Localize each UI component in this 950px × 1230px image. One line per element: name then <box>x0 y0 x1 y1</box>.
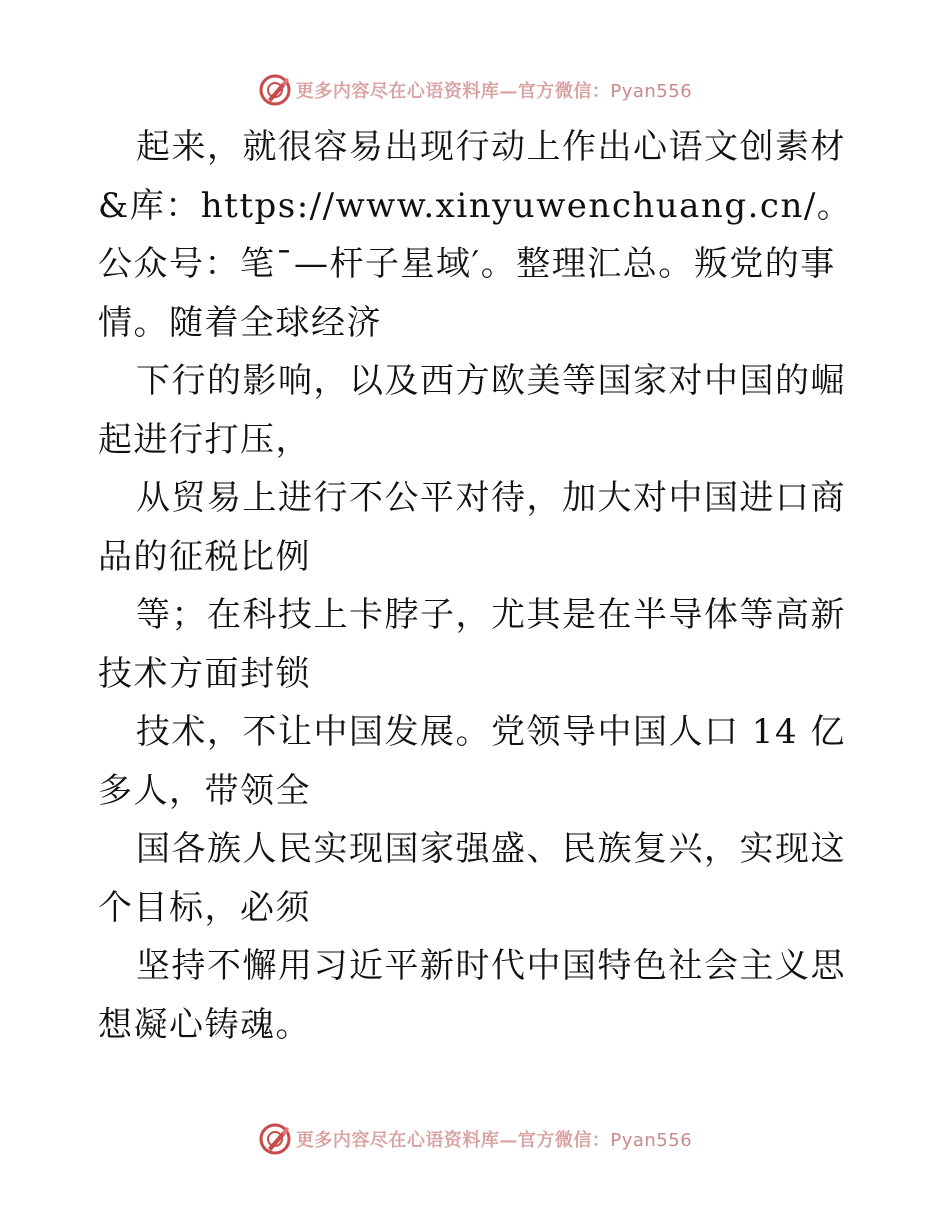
footer-watermark <box>0 1119 950 1159</box>
paragraph: 起来，就很容易出现行动上作出心语文创素材&库：https://www.xinyuwenchuang.cn/。公众号：笔¯—杆子星域′。整理汇总。叛党的事情。随着全球经济 <box>98 127 853 343</box>
document-body <box>98 118 858 1054</box>
wechat-id: Pyan556 <box>610 81 693 102</box>
watermark-text: 更多内容尽在心语资料库—官方微信：Pyan556 <box>295 81 693 102</box>
paragraph: 等；在科技上卡脖子，尤其是在半导体等高新技术方面封锁 <box>98 595 846 694</box>
paragraph: 国各族人民实现国家强盛、民族复兴，实现这个目标，必须 <box>98 829 846 928</box>
header-watermark <box>0 70 950 110</box>
watermark-text: 更多内容尽在心语资料库—官方微信：Pyan556 <box>295 1130 693 1151</box>
brand-logo-icon <box>258 73 292 107</box>
brand-logo-icon <box>258 1122 292 1156</box>
paragraph: 下行的影响，以及西方欧美等国家对中国的崛起进行打压， <box>98 361 846 460</box>
wechat-id: Pyan556 <box>610 1130 693 1151</box>
paragraph: 坚持不懈用习近平新时代中国特色社会主义思想凝心铸魂。 <box>98 946 846 1045</box>
paragraph: 技术，不让中国发展。党领导中国人口 14 亿多人，带领全 <box>98 712 846 811</box>
paragraph: 从贸易上进行不公平对待，加大对中国进口商品的征税比例 <box>98 478 846 577</box>
